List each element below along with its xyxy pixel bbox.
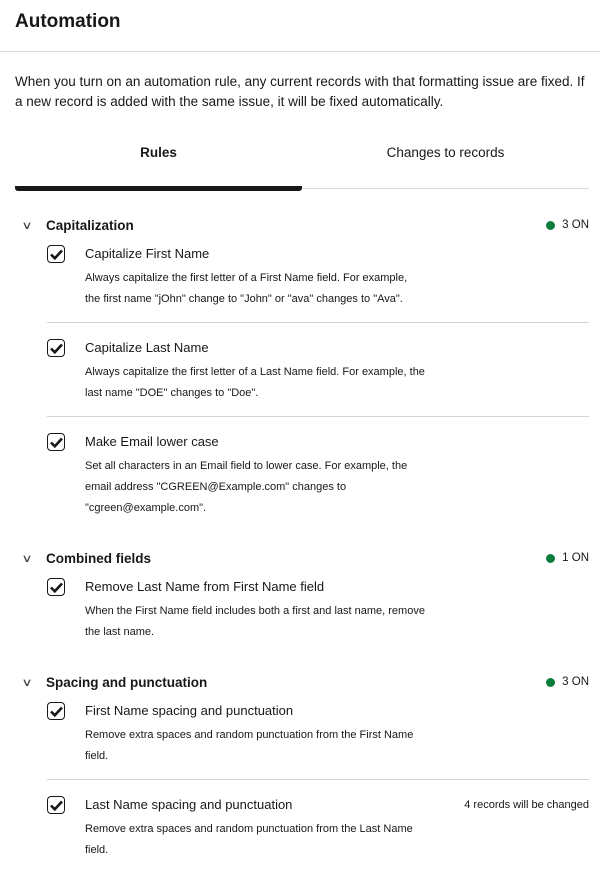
checkmark-icon <box>50 437 63 448</box>
rule-section <box>21 668 589 886</box>
rule-title: Capitalize First Name <box>85 246 210 261</box>
section-title: Combined fields <box>46 550 152 566</box>
rule-description: Remove extra spaces and random punctuation from the First Name field. <box>85 729 414 762</box>
rule-item <box>47 696 589 780</box>
checkmark-icon <box>50 706 63 717</box>
rule-description: Always capitalize the first letter of a Last Name field. For example, the last name "DOE" changes to "Doe". <box>85 366 425 399</box>
page-description: When you turn on an automation rule, any current records with that formatting issue are fixed. If a new record is added with the same issue, it will be fixed automatically. <box>15 74 585 109</box>
status-dot-icon <box>546 221 555 230</box>
rule-item <box>47 239 589 323</box>
checkmark-icon <box>50 343 63 354</box>
rule-title: Remove Last Name from First Name field <box>85 579 325 594</box>
status-dot-icon <box>546 554 555 563</box>
rule-section <box>21 211 589 544</box>
rule-item <box>47 572 589 643</box>
rule-description: When the First Name field includes both a first and last name, remove the last name. <box>85 605 425 638</box>
status-badge <box>546 219 589 231</box>
rule-checkbox[interactable] <box>47 339 65 357</box>
rule-title: Make Email lower case <box>85 434 219 449</box>
rule-checkbox[interactable] <box>47 433 65 451</box>
rule-title: First Name spacing and punctuation <box>85 703 294 718</box>
rule-title: Last Name spacing and punctuation <box>85 797 293 812</box>
section-title: Capitalization <box>46 217 134 233</box>
rule-sections <box>0 189 600 886</box>
checkmark-icon <box>50 582 63 593</box>
rule-note: 4 records will be changed <box>464 799 589 811</box>
rule-description: Set all characters in an Email field to lower case. For example, the email address "CGREEN@Example.com" changes to "cgreen@example.com". <box>85 460 408 514</box>
section-header[interactable] <box>21 544 589 572</box>
rule-title: Capitalize Last Name <box>85 340 209 355</box>
chevron-down-icon[interactable]: ∨ <box>21 676 33 689</box>
status-text: 3 ON <box>562 676 589 688</box>
status-dot-icon <box>546 678 555 687</box>
status-text: 3 ON <box>562 219 589 231</box>
rule-item <box>47 780 589 861</box>
checkmark-icon <box>50 249 63 260</box>
section-title: Spacing and punctuation <box>46 674 208 690</box>
rule-checkbox[interactable] <box>47 245 65 263</box>
chevron-down-icon[interactable]: ∨ <box>21 552 33 565</box>
page-title: Automation <box>15 10 121 32</box>
rule-checkbox[interactable] <box>47 702 65 720</box>
rule-description: Remove extra spaces and random punctuation from the Last Name field. <box>85 823 413 856</box>
page-header <box>0 0 600 52</box>
checkmark-icon <box>50 800 63 811</box>
rule-checkbox[interactable] <box>47 578 65 596</box>
tab-bar <box>15 139 589 189</box>
rule-item <box>47 417 589 519</box>
rule-description: Always capitalize the first letter of a First Name field. For example, the first name "jOhn" change to "John" or "ava" changes to "Ava". <box>85 272 408 305</box>
rule-section <box>21 544 589 668</box>
tab-changes-to-records[interactable]: Changes to records <box>386 145 505 160</box>
section-header[interactable] <box>21 211 589 239</box>
status-text: 1 ON <box>562 552 589 564</box>
tab-rules[interactable]: Rules <box>15 139 302 191</box>
rule-item <box>47 323 589 417</box>
status-badge <box>546 552 589 564</box>
status-badge <box>546 676 589 688</box>
chevron-down-icon[interactable]: ∨ <box>21 219 33 232</box>
rule-checkbox[interactable] <box>47 796 65 814</box>
section-header[interactable] <box>21 668 589 696</box>
